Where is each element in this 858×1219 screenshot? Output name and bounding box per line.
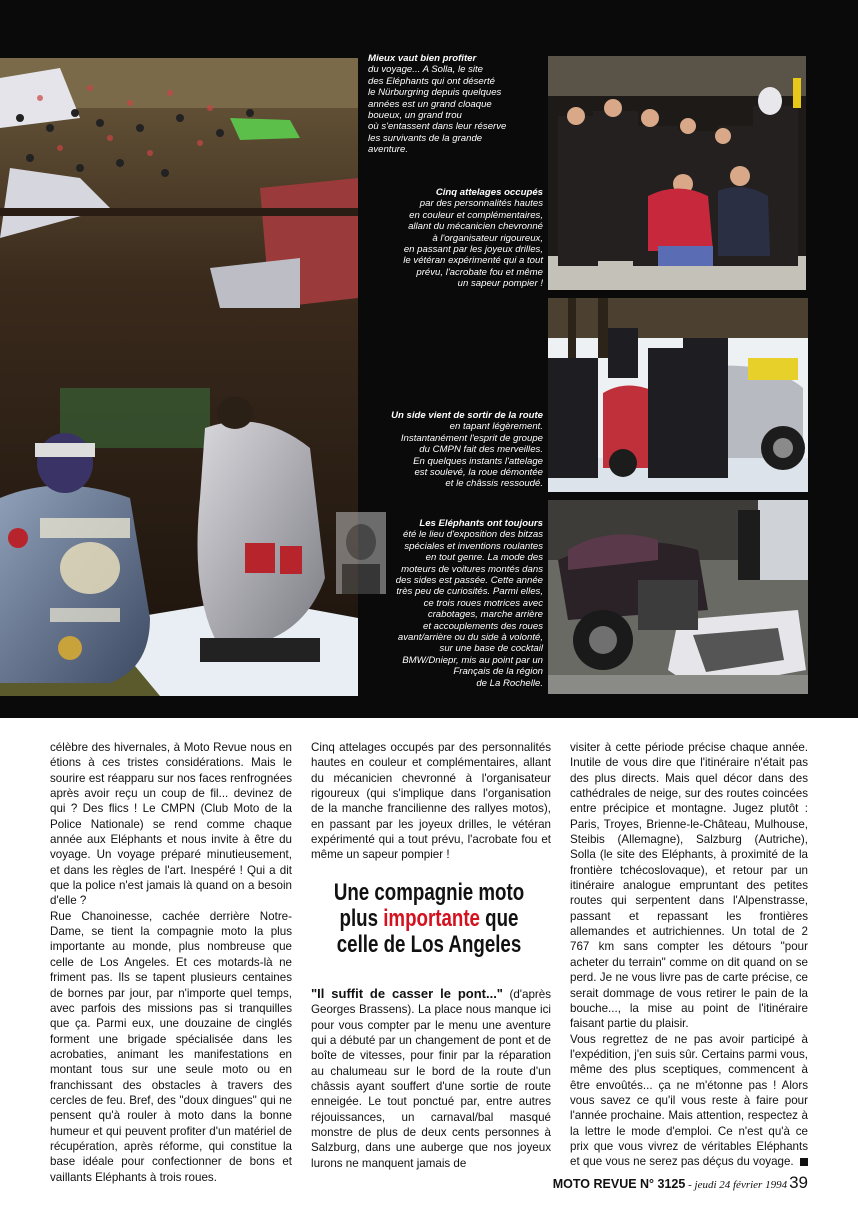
caption-line: boueux, un grand trou: [368, 110, 462, 122]
caption-line: est soulevé, la roue démontée: [414, 467, 543, 479]
paragraph-text: Vous regrettez de ne pas avoir participé à l'expédition, j'en suis sûr. Certains parmi vous, même des plus sceptiques, commencent à être envoûtés... ça ne m'étonne pas ! Alors vous savez ce qu'il vous reste à faire pour l'année prochaine. Mais attention, respectez à la lettre le mode d'emploi. Ce n'est qu'à ce prix que vous vivrez de véritables Eléphants et que vous ne serez pas déçus du voyage.: [570, 1032, 808, 1169]
caption-lead: Mieux vaut bien profiter: [368, 53, 477, 64]
caption-line: spéciales et inventions roulantes: [404, 540, 543, 552]
caption-line: et accouplements des roues: [423, 620, 543, 632]
issue-date: - jeudi 24 février 1994: [685, 1179, 788, 1191]
article-paragraph: Cinq attelages occupés par des personnalités hautes en couleur et complémentaires, allant du mécanicien chevronné à l'organisateur rigoureux (qui s'implique dans l'organisation de la manche francilienne des rallyes motos), en passant par les joyeux drilles, le vétéran expérimenté qui a tout prévu, l'acrobate fou et même un sapeur pompier !: [311, 741, 551, 862]
article-column-3: [570, 740, 808, 1170]
caption-attelages: [358, 187, 543, 290]
article-column-2: [311, 740, 551, 863]
caption-line: par des personnalités hautes: [419, 198, 543, 210]
caption-line: En quelques instants l'attelage: [413, 455, 543, 467]
caption-line: des sides est passée. Cette année: [395, 575, 543, 587]
caption-lead: Cinq attelages occupés: [435, 187, 543, 198]
page-number: 39: [789, 1173, 808, 1192]
headline-text: Une compagnie moto plus: [333, 879, 525, 932]
caption-line: moteurs de voitures montés dans: [401, 563, 543, 575]
caption-line: Français de la région: [453, 666, 543, 678]
caption-solla: [368, 53, 543, 156]
caption-line: crabotages, marche arrière: [427, 609, 543, 621]
paragraph-lead: "Il suffit de casser le pont...": [311, 986, 503, 1001]
article-paragraph: [311, 986, 551, 1171]
caption-line: et le châssis ressoudé.: [445, 478, 543, 490]
caption-line: le vétéran expérimenté qui a tout: [403, 255, 543, 267]
caption-line: les survivants de la grande: [368, 132, 483, 144]
article-column-2-lower: [311, 986, 551, 1171]
caption-line: un sapeur pompier !: [457, 278, 543, 290]
headline-accent: importante: [383, 905, 480, 932]
article-paragraph: visiter à cette période précise chaque année. Inutile de vous dire que l'itinéraire n'était pas des plus directs. Mais quel décor dans des cathédrales de neige, sur des routes coincées entre précipice et montagne. Jugez plutôt : Paris, Troyes, Brienne-le-Château, Mulhouse, Steibis (Allemagne), Salzburg (Autriche), Solla (le site des Eléphants, à proximité de la frontière tchécoslovaque), et retour par un itinéraire analogue empruntant des petites routes qui serpentent dans l'Alpenstrasse, passant et repassant les frontières allemandes et autrichiennes. Un total de 2 767 km sans compter les détours "pour acheter du terrain" comme on dit quand on se perd. Je ne vous livre pas de carte précise, ce serait dommage de vous retirer le pain de la bouche..., la mise au point de l'itinéraire faisant partie du plaisir.: [570, 741, 808, 1031]
caption-line: du CMPN fait des merveilles.: [419, 444, 543, 456]
caption-line: été le lieu d'exposition des bitzas: [403, 529, 543, 541]
caption-line: en tapant légèrement.: [449, 421, 543, 433]
headline-text: que celle de Los Angeles: [336, 905, 522, 958]
article-paragraph: [570, 1032, 808, 1170]
caption-line: du voyage... A Solla, le site: [368, 64, 484, 76]
article-column-1: [50, 740, 292, 1185]
page-footer: [553, 1173, 808, 1193]
caption-line: de La Rochelle.: [476, 677, 543, 689]
article-paragraph: célèbre des hivernales, à Moto Revue nous en étions à ces tristes considérations. Mais le sourire est réapparu sur nos faces renfrognées après avoir reçu un coup de fil... devinez de qui ? Des flics ! Le CMPN (Club Moto de la Police Nationale) se rend comme chaque année aux Eléphants et nous invite à être du voyage. Un voyage préparé minutieusement, et dans les règles de l'art. Inespéré ! Qui a dit que la police n'est jamais là quand on a besoin d'elle ?: [50, 741, 292, 908]
end-mark-icon: [800, 1158, 808, 1166]
caption-line: en couleur et complémentaires,: [409, 209, 543, 221]
caption-lead: Un side vient de sortir de la route: [391, 410, 543, 421]
caption-line: le Nürburgring depuis quelques: [368, 87, 502, 99]
caption-line: Instantanément l'esprit de groupe: [400, 432, 543, 444]
caption-line: très peu de curiosités. Parmi elles,: [396, 586, 543, 598]
caption-line: sur une base de cocktail: [439, 643, 543, 655]
section-headline: [328, 880, 529, 958]
caption-line: où s'entassent dans leur réserve: [368, 121, 507, 133]
cmpn-group-photo: [548, 56, 806, 290]
caption-line: des Eléphants qui ont déserté: [368, 75, 495, 87]
caption-line: en tout genre. La mode des: [425, 552, 543, 564]
magazine-issue: MOTO REVUE N° 3125: [552, 1177, 686, 1191]
caption-line: ce trois roues motrices avec: [423, 597, 543, 609]
sidecar-chassis-photo: [548, 500, 808, 694]
article-paragraph: Rue Chanoinesse, cachée derrière Notre-Dame, se tient la compagnie moto la plus importante au monde, plus nombreuse que celle de Los Angeles. Et ces motards-là ne friment pas. Ils se tapent plusieurs centaines de bornes par jour, par n'importe quel temps, avec parfois des missions pas si tranquilles que ça. Parmi eux, une douzaine de cinglés forment une brigade spécialisée dans les acrobaties, animant les manifestations en montant tous sur une seule moto ou en franchissant des obstacles à travers des cercles de feu. Bref, des "doux dingues" qui ne pensent qu'à rouler à moto dans la bonne humeur et qui peuvent profiter d'un matériel de récupération, après réforme, qui constitue la base idéale pour confectionner de bons et vaillants Eléphants à trois roues.: [50, 909, 292, 1184]
caption-line: aventure.: [368, 144, 409, 156]
sidecar-repair-photo: [548, 298, 808, 492]
caption-elephants: [358, 518, 543, 689]
caption-line: avant/arrière ou du side à volonté,: [397, 632, 543, 644]
caption-line: à l'organisateur rigoureux,: [432, 232, 543, 244]
caption-line: prévu, l'acrobate fou et même: [416, 266, 543, 278]
caption-line: en passant par les joyeux drilles,: [403, 244, 543, 256]
caption-line: allant du mécanicien chevronné: [408, 221, 543, 233]
crowd-bikers-photo: [0, 58, 358, 696]
caption-line: BMW/Dniepr, mis au point par un: [402, 654, 543, 666]
caption-side-route: [358, 410, 543, 490]
paragraph-text: (d'après Georges Brassens). La place nous manque ici pour vous compter par le menu une aventure qui a débuté par un changement de pont et de boîte de vitesses, pour finir par la réparation au chalumeau sur le bord de la route d'un châssis ayant souffert d'une sortie de route enneigée. Le tout ponctué par, entre autres réjouissances, un carnaval/bal masqué monstre de plus de deux cents personnes à Salzburg, dans une auberge que nos joyeux lurons ne manquent jamais de: [311, 988, 552, 1170]
caption-line: années est un grand cloaque: [368, 98, 492, 110]
caption-lead: Les Eléphants ont toujours: [419, 518, 543, 529]
